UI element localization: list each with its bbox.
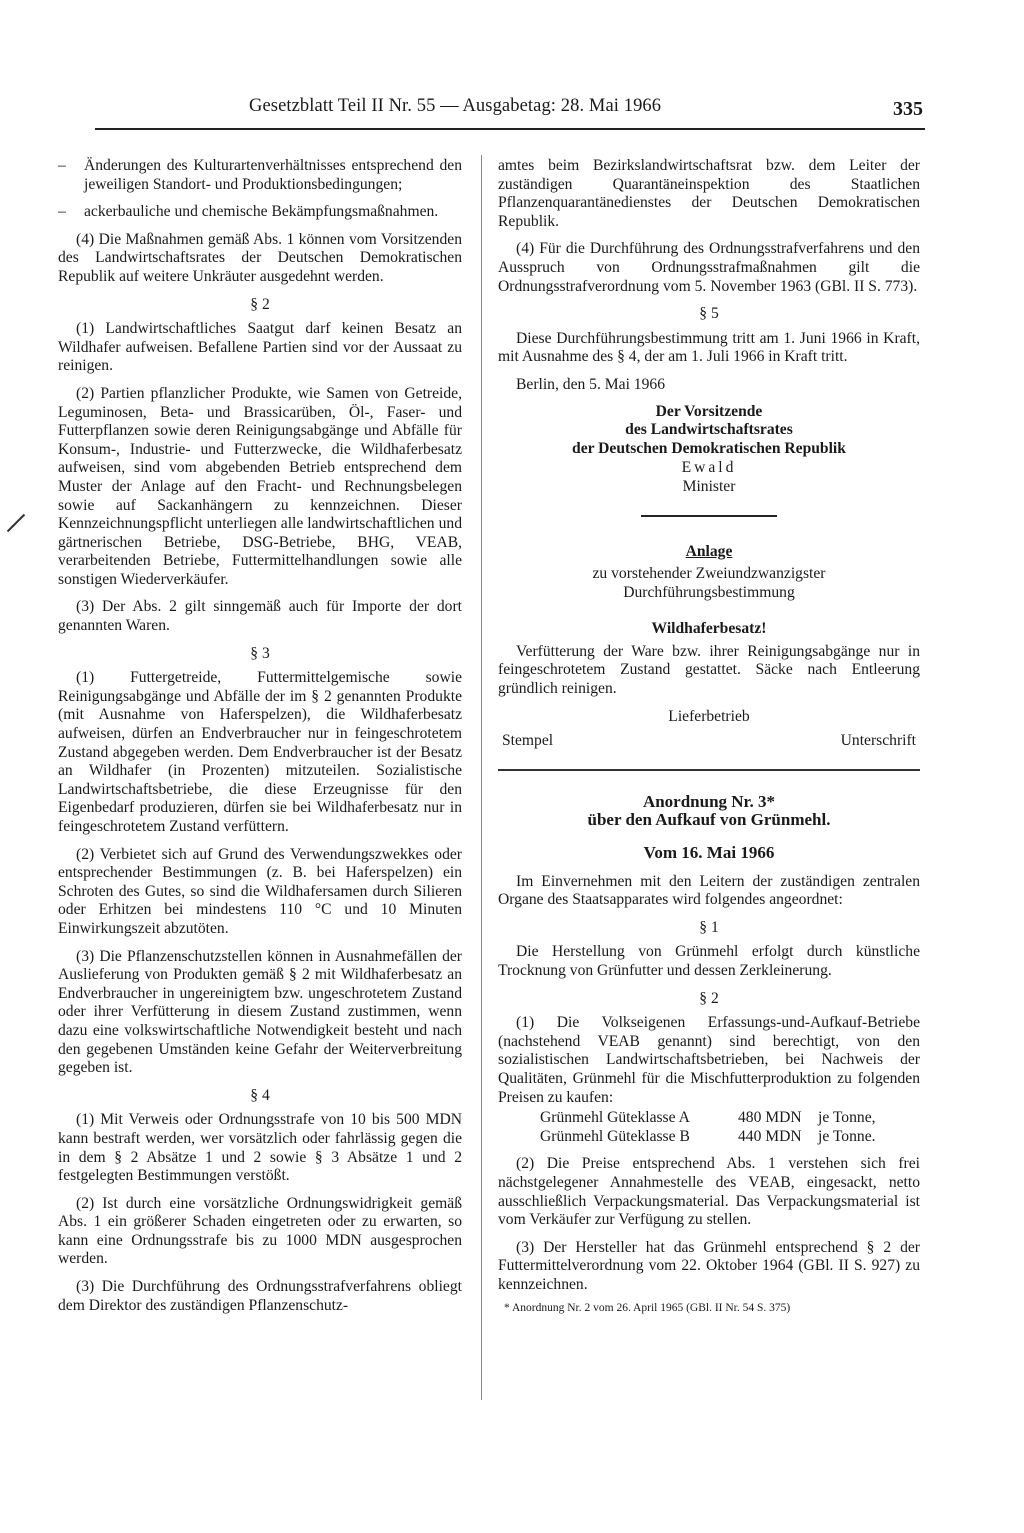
label-heading: Wildhaferbesatz! <box>651 620 767 638</box>
section-heading: § 2 <box>250 295 270 313</box>
stamp-label: Stempel <box>502 732 554 750</box>
section-heading: § 1 <box>699 918 719 936</box>
footnote: * Anordnung Nr. 2 vom 26. April 1965 (GBl. II Nr. 54 S. 375) <box>504 1301 791 1314</box>
ordinance-date: Vom 16. Mai 1966 <box>643 843 775 863</box>
section-heading: § 5 <box>699 305 719 323</box>
right-column <box>498 157 920 1324</box>
section-rule <box>498 769 920 771</box>
section-heading: § 4 <box>250 1086 270 1104</box>
price-item: Grünmehl Güteklasse A <box>540 1109 690 1127</box>
column-divider <box>481 155 482 1400</box>
price-row <box>498 1128 920 1147</box>
section-heading: § 2 <box>699 989 719 1007</box>
paragraph: Im Einvernehmen mit den Leitern der zuständigen zentralen Organe des Staatsapparates wird folgendes angeordnet: <box>498 872 920 909</box>
dash-item: – ackerbauliche und chemische Bekämpfungsmaßnahmen. <box>58 203 462 222</box>
dash-item: – Änderungen des Kulturartenverhältnisses entsprechend den jeweiligen Standort- und Produktionsbedingungen; <box>58 157 462 194</box>
price-row <box>498 1109 920 1128</box>
annex-title: Anlage <box>685 542 733 560</box>
page-number: 335 <box>893 98 923 120</box>
paragraph: (3) Der Abs. 2 gilt sinngemäß auch für Importe der dort genannten Waren. <box>58 598 462 635</box>
paragraph: (1) Mit Verweis oder Ordnungsstrafe von 10 bis 500 MDN kann bestraft werden, wer vorsätzlich oder fahrlässig gegen die in dem § 2 Absätze 1 und 2 sowie § 3 Absätze 1 und 2 festgelegten Bestimmungen verstößt. <box>58 1111 462 1185</box>
signatory-line: des Landwirtschaftsrates <box>625 421 793 439</box>
signatory-line: der Deutschen Demokratischen Republik <box>572 440 846 458</box>
supplier-label: Lieferbetrieb <box>668 707 750 725</box>
signatory-name: Ewald <box>681 458 737 476</box>
signatory-title: Minister <box>682 477 736 495</box>
ordinance-title: über den Aufkauf von Grünmehl. <box>587 810 831 830</box>
margin-pencil-mark <box>7 514 25 532</box>
paragraph: Diese Durchführungsbestimmung tritt am 1. Juni 1966 in Kraft, mit Ausnahme des § 4, der am 1. Juli 1966 in Kraft tritt. <box>498 329 920 366</box>
ordinance-title: Anordnung Nr. 3* <box>642 791 776 811</box>
price-item: Grünmehl Güteklasse B <box>540 1127 690 1145</box>
paragraph: (3) Der Hersteller hat das Grünmehl entsprechend § 2 der Futtermittelverordnung vom 22. Oktober 1964 (GBl. II S. 927) zu kennzeichnen. <box>498 1238 920 1293</box>
header-rule <box>95 128 925 130</box>
signature-block <box>498 403 920 497</box>
price-value: 480 MDN <box>738 1109 802 1127</box>
signatory-line: Der Vorsitzende <box>655 402 763 420</box>
price-value: 440 MDN <box>738 1127 802 1145</box>
paragraph: (4) Für die Durchführung des Ordnungsstrafverfahrens und den Ausspruch von Ordnungsstrafmaßnahmen gilt die Ordnungsstrafverordnung vom 5. November 1963 (GBl. II S. 773). <box>498 240 920 295</box>
left-column <box>58 157 462 1324</box>
price-unit: je Tonne, <box>818 1109 876 1127</box>
paragraph: (1) Die Volkseigenen Erfassungs-und-Aufkauf-Betriebe (nachstehend VEAB genannt) sind berechtigt, von den sozialistischen Landwirtschaftsbetrieben, bei Nachweis der Qualitäten, Grünmehl für die Mischfutterproduktion zu folgenden Preisen zu kaufen: <box>498 1014 920 1106</box>
paragraph: (3) Die Pflanzenschutzstellen können in Ausnahmefällen der Auslieferung von Produkten gemäß § 2 mit Wildhaferbesatz an Endverbraucher in ungereinigtem bzw. ungeschrotetem Zustand oder ihrer Verfütterung in diesem Zustand zustimmen, wenn dazu eine volkswirtschaftliche Notwendigkeit besteht und nach den gegebenen Umständen keine Gefahr der Weiterverbreitung gegeben ist. <box>58 947 462 1077</box>
place-date: Berlin, den 5. Mai 1966 <box>516 375 665 393</box>
signature-label: Unterschrift <box>840 732 916 750</box>
annex-subtitle: Durchführungsbestimmung <box>623 583 795 601</box>
paragraph: (3) Die Durchführung des Ordnungsstrafverfahrens obliegt dem Direktor des zuständigen Pflanzenschutz- <box>58 1278 462 1314</box>
label-text: Verfütterung der Ware bzw. ihrer Reinigungsabgänge nur in feingeschrotetem Zustand gestattet. Säcke nach Entleerung gründlich reinigen. <box>498 642 920 698</box>
paragraph: (2) Partien pflanzlicher Produkte, wie Samen von Getreide, Leguminosen, Beta- und Brassicarüben, Öl-, Faser- und Futterpflanzen sowie deren Reinigungsabgänge und Abfälle für Konsum-, Industrie- und Futterzwecke, die Wildhaferbesatz aufweisen, sind vom abgebenden Betrieb entsprechend dem Muster der Anlage auf den Fracht- und Rechnungsbelegen sowie auf Sackanhängern zu kennzeichnen. Dieser Kennzeichnungspflicht unterliegen alle landwirtschaftlichen und gärtnerischen Betriebe, DSG-Betriebe, BHG, VEAB, verarbeitenden Betriebe, Futtermittelhandlungen sowie alle sonstigen Wiederverkäufer. <box>58 384 462 588</box>
stamp-signature-row <box>498 732 920 751</box>
paragraph: (1) Futtergetreide, Futtermittelgemische sowie Reinigungsabgänge und Abfälle der im § 2 genannten Produkte (mit Ausnahme von Haferspelzen), die Wildhaferbesatz aufweisen, dürfen an Endverbraucher nur in feingeschrotetem Zustand abgegeben werden. Dem Endverbraucher ist der Besatz an Wildhafer (in Prozenten) mitzuteilen. Sozialistische Landwirtschaftsbetriebe, die diese Erzeugnisse für den Eigenbedarf produzieren, dürfen sie bei Wildhaferbesatz nur in feingeschrotetem Zustand verfüttern. <box>58 669 462 835</box>
section-rule <box>641 515 777 517</box>
paragraph-continued: amtes beim Bezirkslandwirtschaftsrat bzw. dem Leiter der zuständigen Quarantäneinspektion des Staatlichen Pflanzenquarantänedienstes der Deutschen Demokratischen Republik. <box>498 157 920 230</box>
page-header <box>95 96 925 124</box>
header-title: Gesetzblatt Teil II Nr. 55 — Ausgabetag: 28. Mai 1966 <box>249 96 662 116</box>
price-unit: je Tonne. <box>818 1127 876 1145</box>
paragraph: (4) Die Maßnahmen gemäß Abs. 1 können vom Vorsitzenden des Landwirtschaftsrates der Deutschen Demokratischen Republik auf weitere Unkräuter ausgedehnt werden. <box>58 230 462 285</box>
paragraph: (2) Ist durch eine vorsätzliche Ordnungswidrigkeit gemäß Abs. 1 ein größerer Schaden eingetreten oder zu erwarten, so kann eine Ordnungsstrafe bis zu 1000 MDN ausgesprochen werden. <box>58 1194 462 1268</box>
section-heading: § 3 <box>250 644 270 662</box>
paragraph: Die Herstellung von Grünmehl erfolgt durch künstliche Trocknung von Grünfutter und dessen Zerkleinerung. <box>498 943 920 980</box>
paragraph: (2) Verbietet sich auf Grund des Verwendungszwekkes oder entsprechender Bestimmungen (z. B. bei Haferspelzen) ein Schroten des Gutes, so sind die Wildhafersamen durch Silieren oder Erhitzen bei mindestens 110 °C und 10 Minuten Einwirkungszeit abzutöten. <box>58 845 462 937</box>
price-list <box>498 1109 920 1146</box>
paragraph: (1) Landwirtschaftliches Saatgut darf keinen Besatz an Wildhafer aufweisen. Befallene Partien sind vor der Aussaat zu reinigen. <box>58 320 462 375</box>
paragraph: (2) Die Preise entsprechend Abs. 1 verstehen sich frei nächstgelegener Annahmestelle des VEAB, eingesackt, netto ausschließlich Verpackungsmaterial. Das Verpackungsmaterial ist vom Verkäufer zur Verfügung zu stellen. <box>498 1155 920 1229</box>
annex-subtitle: zu vorstehender Zweiundzwanzigster <box>592 565 826 583</box>
